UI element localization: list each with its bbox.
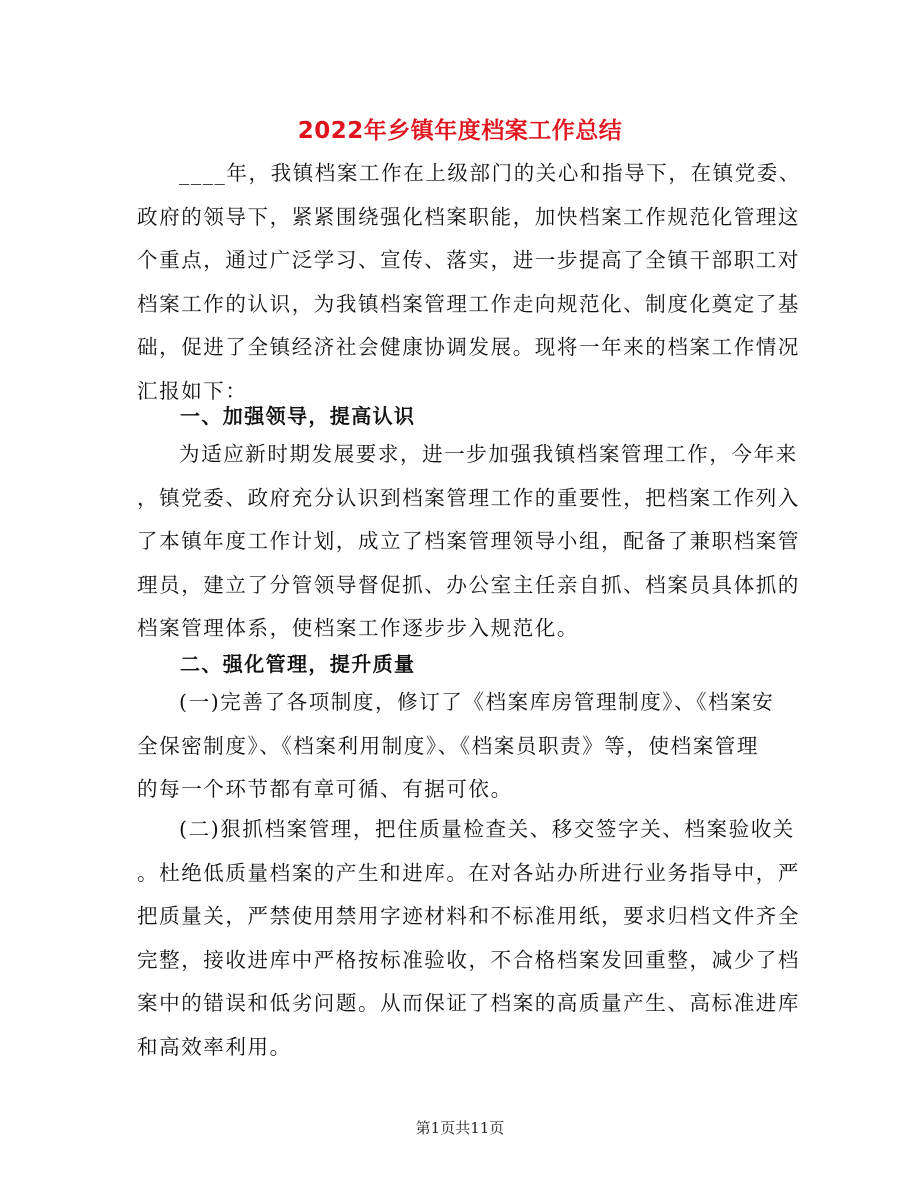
paragraph-line: 完整，接收进库中严格按标准验收，不合格档案发回重整，减少了档 <box>137 947 800 972</box>
document-title: 2022年乡镇年度档案工作总结 <box>297 118 623 144</box>
paragraph-line: 了本镇年度工作计划，成立了档案管理领导小组，配备了兼职档案管 <box>137 529 800 553</box>
page-number-footer: 第1页共11页 <box>415 1119 505 1137</box>
paragraph-line: 把质量关，严禁使用禁用字迹材料和不标准用纸，要求归档文件齐全 <box>137 904 800 928</box>
section2-paragraph-1 <box>137 681 787 812</box>
paragraph-line: 和高效率利用。 <box>137 1034 292 1059</box>
paragraph-line: 政府的领导下，紧紧围绕强化档案职能，加快档案工作规范化管理这 <box>137 204 800 229</box>
paragraph-line: 础，促进了全镇经济社会健康协调发展。现将一年来的档案工作情况 <box>137 335 800 359</box>
section2-paragraph-2 <box>137 808 800 1069</box>
paragraph-line: 理员，建立了分管领导督促抓、办公室主任亲自抓、档案员具体抓的 <box>137 572 800 597</box>
paragraph-line: 个重点，通过广泛学习、宣传、落实，进一步提高了全镇干部职工对 <box>137 248 800 272</box>
paragraph-line: ____年，我镇档案工作在上级部门的关心和指导下，在镇党委、 <box>179 161 801 185</box>
section-heading-1: 一、加强领导，提高认识 <box>180 404 416 428</box>
paragraph-line: 案中的错误和低劣问题。从而保证了档案的高质量产生、高标准进库 <box>137 991 800 1015</box>
paragraph-line: 。杜绝低质量档案的产生和进库。在对各站办所进行业务指导中，严 <box>137 860 800 885</box>
paragraph-line: 全保密制度》、《档案利用制度》、《档案员职责》等，使档案管理 <box>137 733 759 758</box>
section1-paragraph <box>137 433 800 651</box>
paragraph-line: 的每一个环节都有章可循、有据可依。 <box>137 777 513 801</box>
paragraph-line: (二)狠抓档案管理，把住质量检查关、移交签字关、档案验收关 <box>179 817 795 841</box>
paragraph-line: 为适应新时期发展要求，进一步加强我镇档案管理工作，今年来 <box>179 442 798 466</box>
paragraph-line: (一)完善了各项制度，修订了《档案库房管理制度》、《档案安 <box>179 690 775 714</box>
paragraph-line: 档案管理体系，使档案工作逐步步入规范化。 <box>137 616 579 640</box>
paragraph-line: ，镇党委、政府充分认识到档案管理工作的重要性，把档案工作列入 <box>137 485 800 510</box>
paragraph-line: 汇报如下： <box>137 378 248 403</box>
section-heading-2: 二、强化管理，提升质量 <box>180 652 416 676</box>
paragraph-line: 档案工作的认识，为我镇档案管理工作走向规范化、制度化奠定了基 <box>137 291 800 316</box>
intro-paragraph <box>137 152 801 413</box>
